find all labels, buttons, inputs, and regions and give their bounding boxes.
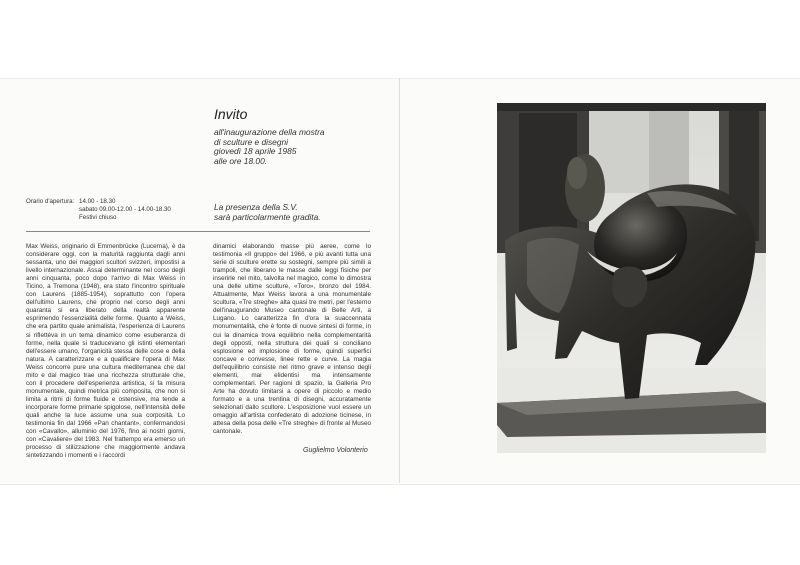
text-column-right <box>213 243 371 436</box>
invite-time: alle ore 18.00. <box>214 155 268 166</box>
invite-line: di sculture e disegni <box>214 136 289 147</box>
invite-details <box>214 128 325 166</box>
card-fold-line <box>399 78 400 483</box>
author-signature: Guglielmo Volonterio <box>303 447 368 454</box>
divider <box>26 231 370 232</box>
presence-line: sarà particolarmente gradita. <box>214 211 321 222</box>
bull-sculpture-photo <box>497 103 766 453</box>
invite-date: giovedì 18 aprile 1985 <box>214 146 297 157</box>
invite-title: Invito <box>214 106 248 122</box>
presence-note <box>214 203 321 222</box>
holiday-hours: Festivi chiuso <box>79 214 117 222</box>
body-text: dinamici elaborando masse più aeree, come lo testimonia «Il gruppo» del 1966, e più avanti tutta una serie di sculture erette su sostegni, sempre più simili a trampoli, che liberano le masse dalle leggi fisiche per inserirle nel mito, talvolta nel magico, come lo dimostra una delle ultime sculture, «Toro», bronzo del 1984. Attualmente, Max Weiss lavora a una monumentale scultura, «Tre streghe» alta quasi tre metri, per l'esterno dell'inaugurando Museo cantonale di Belle Arti, a Lugano. Lo caratterizza fin d'ora la suaccennata monumentalità, che è fonte di nuove sintesi di forme, in cui la dinamica trova equilibrio nella complementarità degli opposti, nella struttura dei quali si conciliano esplosione ed implosione di forme, quindi superfici concave e convesse, linee rette e curve. La magia dell'equilibrio consiste nel ritmo grave e intenso degli elementi, mai elidentisi ma intensamente complementari. Per ragioni di spazio, la Galleria Pro Arte ha dovuto limitarsi a opere di piccolo e medio formato e a una trentina di disegni, accuratamente selezionati dallo scultore. L'esposizione vuol essere un omaggio all'artista confederato di adozione ticinese, in attesa della posa delle «Tre streghe» di fronte al Museo cantonale. <box>213 243 371 436</box>
opening-hours-label: Orario d'apertura: <box>26 198 75 205</box>
weekday-hours: 14.00 - 18.30 <box>79 198 116 205</box>
invite-line: all'inaugurazione della mostra <box>214 127 325 137</box>
opening-hours <box>26 198 171 223</box>
presence-line: La presenza della S.V. <box>214 202 298 212</box>
body-text: Max Weiss, originario di Emmenbrücke (Lucerna), è da considerare oggi, con la maturità raggiunta dagli anni sessanta, uno dei maggiori scultori svizzeri, impostisi a livello internazionale. Assai determinante nel corso degli anni cinquanta, poco dopo l'arrivo di Max Weiss in Ticino, a Tremona (1948), era stato l'incontro spirituale con Laurens (1885-1954), soprattutto con l'opera dell'ultimo Laurens, che proprio nel corso degli anni quaranta si era liberato della realtà apparente esprimendo l'essenzialità delle forme. Quanto a Weiss, che era partito quale animalista, l'esperienza di Laurens si riflettéva in un tema dinamico come esuberanza di forme, nella quale si traducevano gli istinti elementari dell'essere umano, l'organicità stessa delle cose e della natura. A caratterizzare e a qualificare l'opera di Max Weiss concorre pure una cultura mediterranea che dal mito e dal magico trae una ricchezza strutturale che, con il procedere dell'esperienza artistica, si fa misura monumentale, quindi metrica più composita, che non si limita a ritmi di forme fluide e ostensive, ma tende a incorporare forme primarie spigolose, nell'intensità delle quali anche la luce assume una sua corposità. Lo testimonia fin dal 1966 «Pan chantant», confermandosi con «Cavallo», alluminio del 1976, fino ai nostri giorni, con «Cavaliere» del 1983. Nel frattempo era emerso un processo di stilizzazione che maggiormente andava sintetizzando i momenti e i raccordi <box>26 243 185 460</box>
text-column-left <box>26 243 185 460</box>
saturday-hours: sabato 09.00-12.00 - 14.00-18.30 <box>79 206 171 214</box>
